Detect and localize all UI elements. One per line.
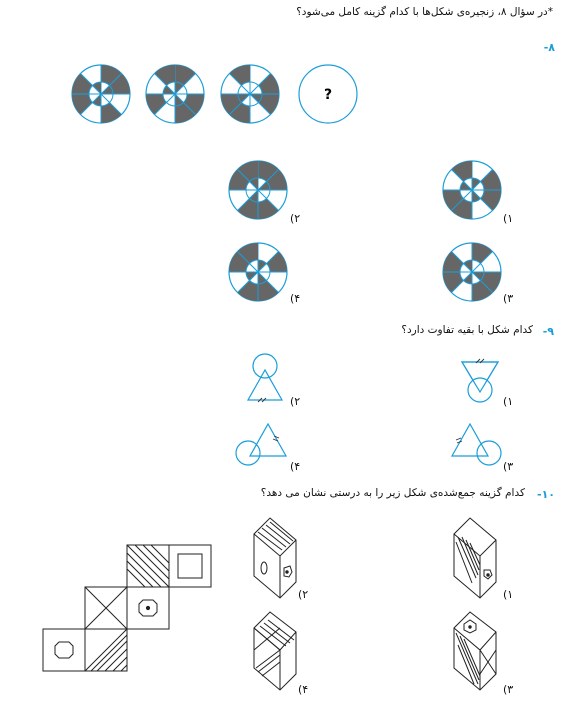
q10-option-2-figure[interactable] (254, 518, 296, 598)
page-header: *در سؤال ۸، زنجیره‌ی شکل‌ها با کدام گزینه کامل می‌شود؟ (296, 6, 553, 18)
q8-sequence-figure-3 (221, 65, 279, 123)
q8-number: -۸ (543, 41, 555, 54)
q10-option-1-label: (۱ (503, 588, 514, 601)
q8-sequence-figure-2 (146, 65, 204, 123)
q8-option-1-figure[interactable] (443, 161, 501, 219)
q10-number: -۱۰ (537, 488, 555, 501)
q8-option-4-figure[interactable] (229, 243, 287, 301)
q8-option-1-label: (۱ (503, 212, 514, 225)
q10-text: کدام گزینه جمع‌شده‌ی شکل زیر را به درستی نشان می دهد؟ (260, 487, 525, 499)
q8-missing-mark: ? (323, 87, 333, 103)
q9-option-4-figure[interactable] (236, 424, 286, 465)
q8-missing-figure (299, 65, 357, 123)
q10-option-4-figure[interactable] (254, 612, 296, 690)
q8-option-2-figure[interactable] (229, 161, 287, 219)
q9-option-1-label: (۱ (503, 395, 514, 408)
q10-option-1-figure[interactable] (454, 518, 496, 598)
q9-option-2-label: (۲ (290, 395, 301, 408)
q8-sequence-figure-1 (72, 65, 130, 123)
q8-option-3-label: (۳ (503, 292, 514, 305)
q10-option-4-label: (۴ (298, 683, 309, 696)
q9-number: -۹ (542, 325, 554, 338)
q9-option-4-label: (۴ (290, 460, 301, 473)
q9-option-3-label: (۳ (503, 460, 514, 473)
q9-option-1-figure[interactable] (462, 359, 498, 402)
q8-option-2-label: (۲ (290, 212, 301, 225)
q8-option-3-figure[interactable] (443, 243, 501, 301)
q9-text: کدام شکل با بقیه تفاوت دارد؟ (401, 324, 533, 336)
q8-option-4-label: (۴ (290, 292, 301, 305)
q10-cube-net (43, 545, 211, 671)
q10-option-2-label: (۲ (298, 588, 309, 601)
q9-option-3-figure[interactable] (452, 424, 501, 465)
q9-option-2-figure[interactable] (248, 354, 282, 402)
q10-option-3-label: (۳ (503, 683, 514, 696)
q10-option-3-figure[interactable] (454, 612, 496, 690)
